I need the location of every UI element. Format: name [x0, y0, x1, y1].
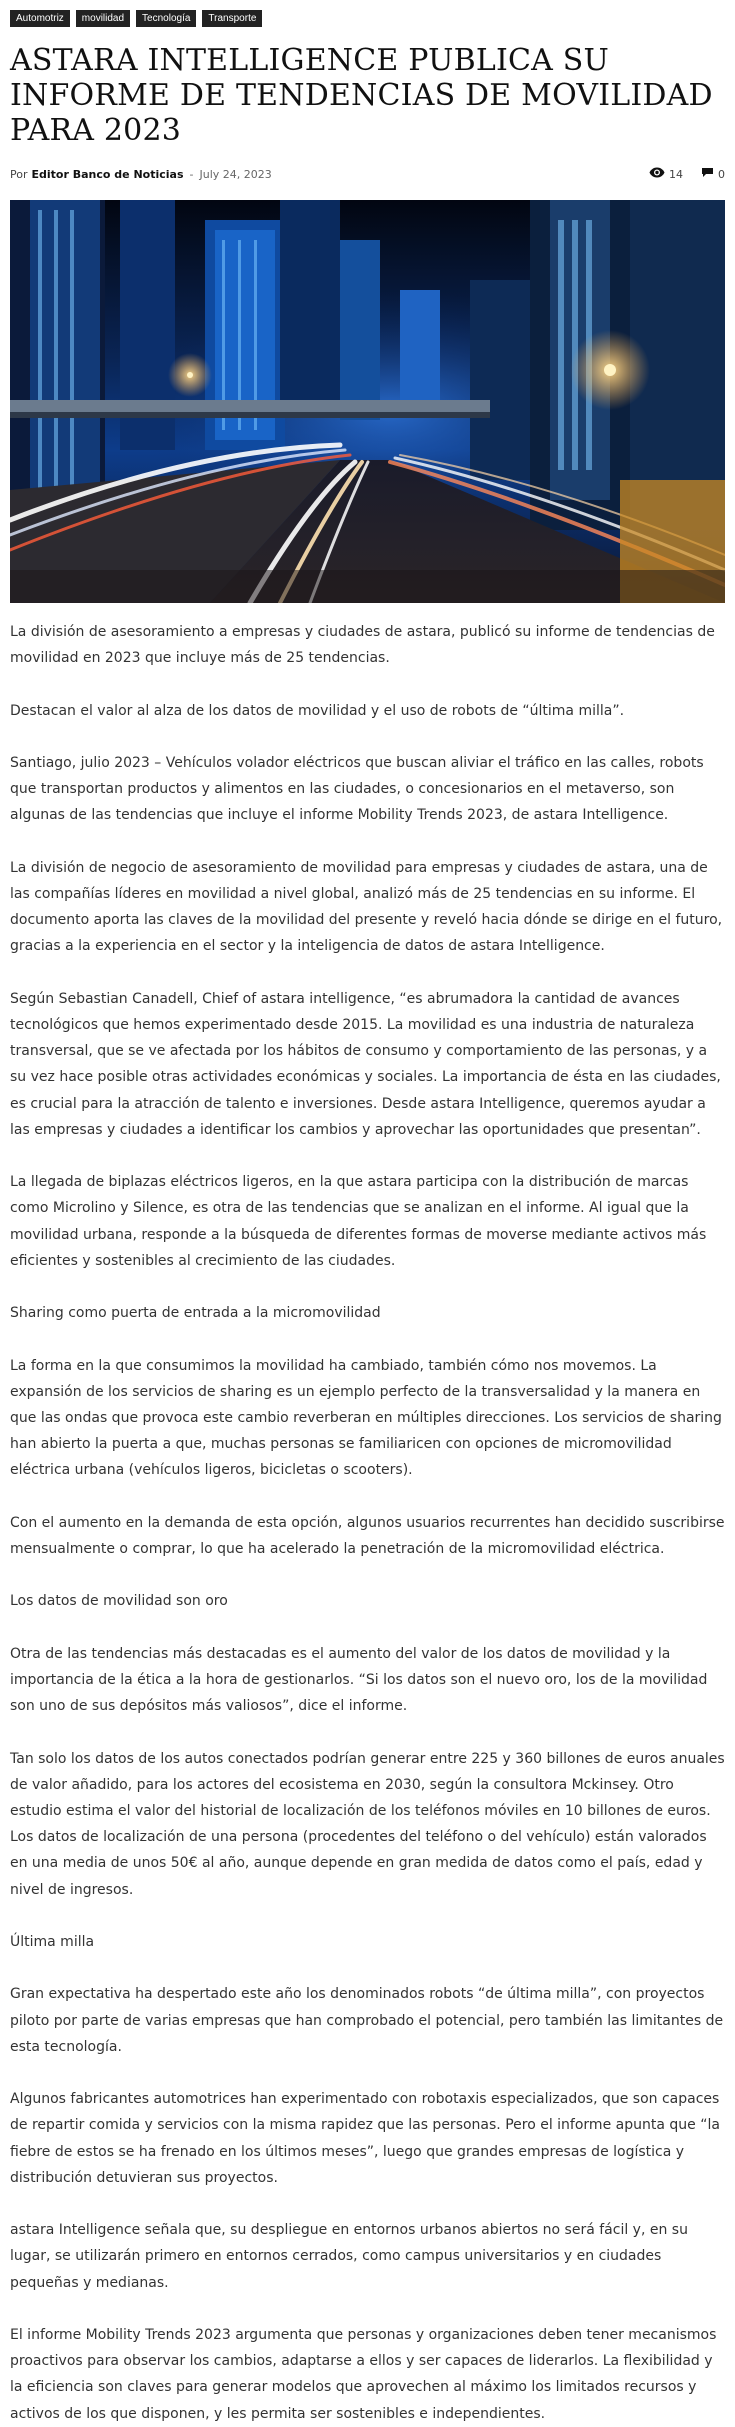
category-tag[interactable]: Tecnología — [136, 10, 196, 27]
article-meta — [10, 165, 725, 183]
eye-icon — [649, 167, 665, 181]
section-heading: Sharing como puerta de entrada a la micromovilidad — [10, 1305, 381, 1322]
author-link[interactable]: Editor Banco de Noticias — [31, 167, 184, 181]
article-paragraph: Algunos fabricantes automotrices han experimentado con robotaxis especializados, que son capaces de repartir comida y servicios con la misma rapidez que las personas. Pero el informe apunta que “la fiebre de estos se ha frenado en los últimos meses”, luego que grandes empresas de logística y distribución detuvieran sus proyectos. — [10, 2091, 720, 2186]
article-paragraph: Destacan el valor al alza de los datos de movilidad y el uso de robots de “última milla”. — [10, 702, 625, 719]
meta-separator: - — [189, 167, 194, 181]
article-title: ASTARA INTELLIGENCE PUBLICA SU INFORME DE TENDENCIAS DE MOVILIDAD PARA 2023 — [10, 43, 713, 148]
article-stats — [649, 167, 725, 181]
article-paragraph: Santiago, julio 2023 – Vehículos volador eléctricos que buscan aliviar el tráfico en las calles, robots que transportan productos y alimentos en las ciudades, o concesionarios en el metaverso, son algunas de las tendencias que incluye el informe Mobility Trends 2023, de astara Intelligence. — [10, 754, 704, 824]
view-count: 14 — [669, 167, 683, 181]
section-heading: Última milla — [10, 1933, 95, 1950]
comment-count[interactable]: 0 — [718, 167, 725, 181]
section-heading: Los datos de movilidad son oro — [10, 1593, 228, 1610]
article-container — [10, 0, 725, 2427]
article-paragraph: La división de asesoramiento a empresas y ciudades de astara, publicó su informe de tendencias de movilidad en 2023 que incluye más de 25 tendencias. — [10, 624, 715, 667]
hero-image — [10, 200, 725, 603]
article-paragraph: La llegada de biplazas eléctricos ligeros, en la que astara participa con la distribución de marcas como Microlino y Silence, es otra de las tendencias que se analizan en el informe. Al igual que la movilidad urbana, responde a la búsqueda de diferentes formas de moverse mediante activos más eficientes y sostenibles al crecimiento de las ciudades. — [10, 1174, 707, 1269]
article-paragraph: La división de negocio de asesoramiento de movilidad para empresas y ciudades de astara, una de las compañías líderes en movilidad a nivel global, analizó más de 25 tendencias en su informe. El documento aporta las claves de la movilidad del presente y reveló hacia dónde se dirige en el futuro, gracias a la experiencia en el sector y la inteligencia de datos de astara Intelligence. — [10, 859, 723, 955]
article-paragraph: Tan solo los datos de los autos conectados podrían generar entre 225 y 360 billones de euros anuales de valor añadido, para los actores del ecosistema en 2030, según la consultora Mckinsey. Otro estudio estima el valor del historial de localización de los teléfonos móviles en 10 billones de euros. Los datos de localización de una persona (procedentes del teléfono o del vehículo) están valorados en una media de unos 50€ al año, aunque depende en gran medida de datos como el país, edad y nivel de ingresos. — [10, 1750, 725, 1898]
article-paragraph: Con el aumento en la demanda de esta opción, algunos usuarios recurrentes han decidido suscribirse mensualmente o comprar, lo que ha acelerado la penetración de la micromovilidad eléctrica. — [10, 1514, 725, 1557]
category-tag[interactable]: movilidad — [76, 10, 130, 27]
article-paragraph: Gran expectativa ha despertado este año los denominados robots “de última milla”, con proyectos piloto por parte de varias empresas que han comprobado el potencial, pero también las limitantes de esta tecnología. — [10, 1986, 724, 2055]
article-paragraph: Otra de las tendencias más destacadas es el aumento del valor de los datos de movilidad y la importancia de la ética a la hora de gestionarlos. “Si los datos son el nuevo oro, los de la movilidad son uno de sus depósitos más valiosos”, dice el informe. — [10, 1645, 708, 1715]
publish-date: July 24, 2023 — [199, 167, 272, 181]
category-tag[interactable]: Transporte — [202, 10, 262, 27]
comment-icon[interactable] — [701, 167, 714, 181]
byline-prefix: Por — [10, 167, 28, 181]
category-tags — [10, 0, 725, 27]
article-paragraph: Según Sebastian Canadell, Chief of astara intelligence, “es abrumadora la cantidad de avances tecnológicos que hemos experimentado desde 2015. La movilidad es una industria de naturaleza transversal, que se ve afectada por los hábitos de consumo y comportamiento de las personas, y a su vez hace posible otras actividades económicas y sociales. La importancia de ésta en las ciudades, es crucial para la atracción de talento e inversiones. Desde astara Intelligence, queremos ayudar a las empresas y ciudades a identificar los cambios y aprovechar las oportunidades que presentan”. — [10, 990, 721, 1138]
article-body — [10, 619, 725, 2427]
article-paragraph: El informe Mobility Trends 2023 argumenta que personas y organizaciones deben tener mecanismos proactivos para observar los cambios, adaptarse a ellos y ser capaces de liderarlos. La flexibilidad y la eficiencia son claves para generar modelos que aprovechen al máximo los limitados recursos y activos de los que disponen, y les permita ser sostenibles e independientes. — [10, 2326, 717, 2422]
article-paragraph: astara Intelligence señala que, su despliegue en entornos urbanos abiertos no será fácil y, en su lugar, se utilizarán primero en entornos cerrados, como campus universitarios y en ciudades pequeñas y medianas. — [10, 2222, 688, 2291]
category-tag[interactable]: Automotriz — [10, 10, 70, 27]
article-paragraph: La forma en la que consumimos la movilidad ha cambiado, también cómo nos movemos. La expansión de los servicios de sharing es un ejemplo perfecto de la transversalidad y la manera en que las ondas que provoca este cambio reverberan en múltiples direcciones. Los servicios de sharing han abierto la puerta a que, muchas personas se familiaricen con opciones de micromovilidad eléctrica urbana (vehículos ligeros, bicicletas o scooters). — [10, 1357, 722, 1479]
